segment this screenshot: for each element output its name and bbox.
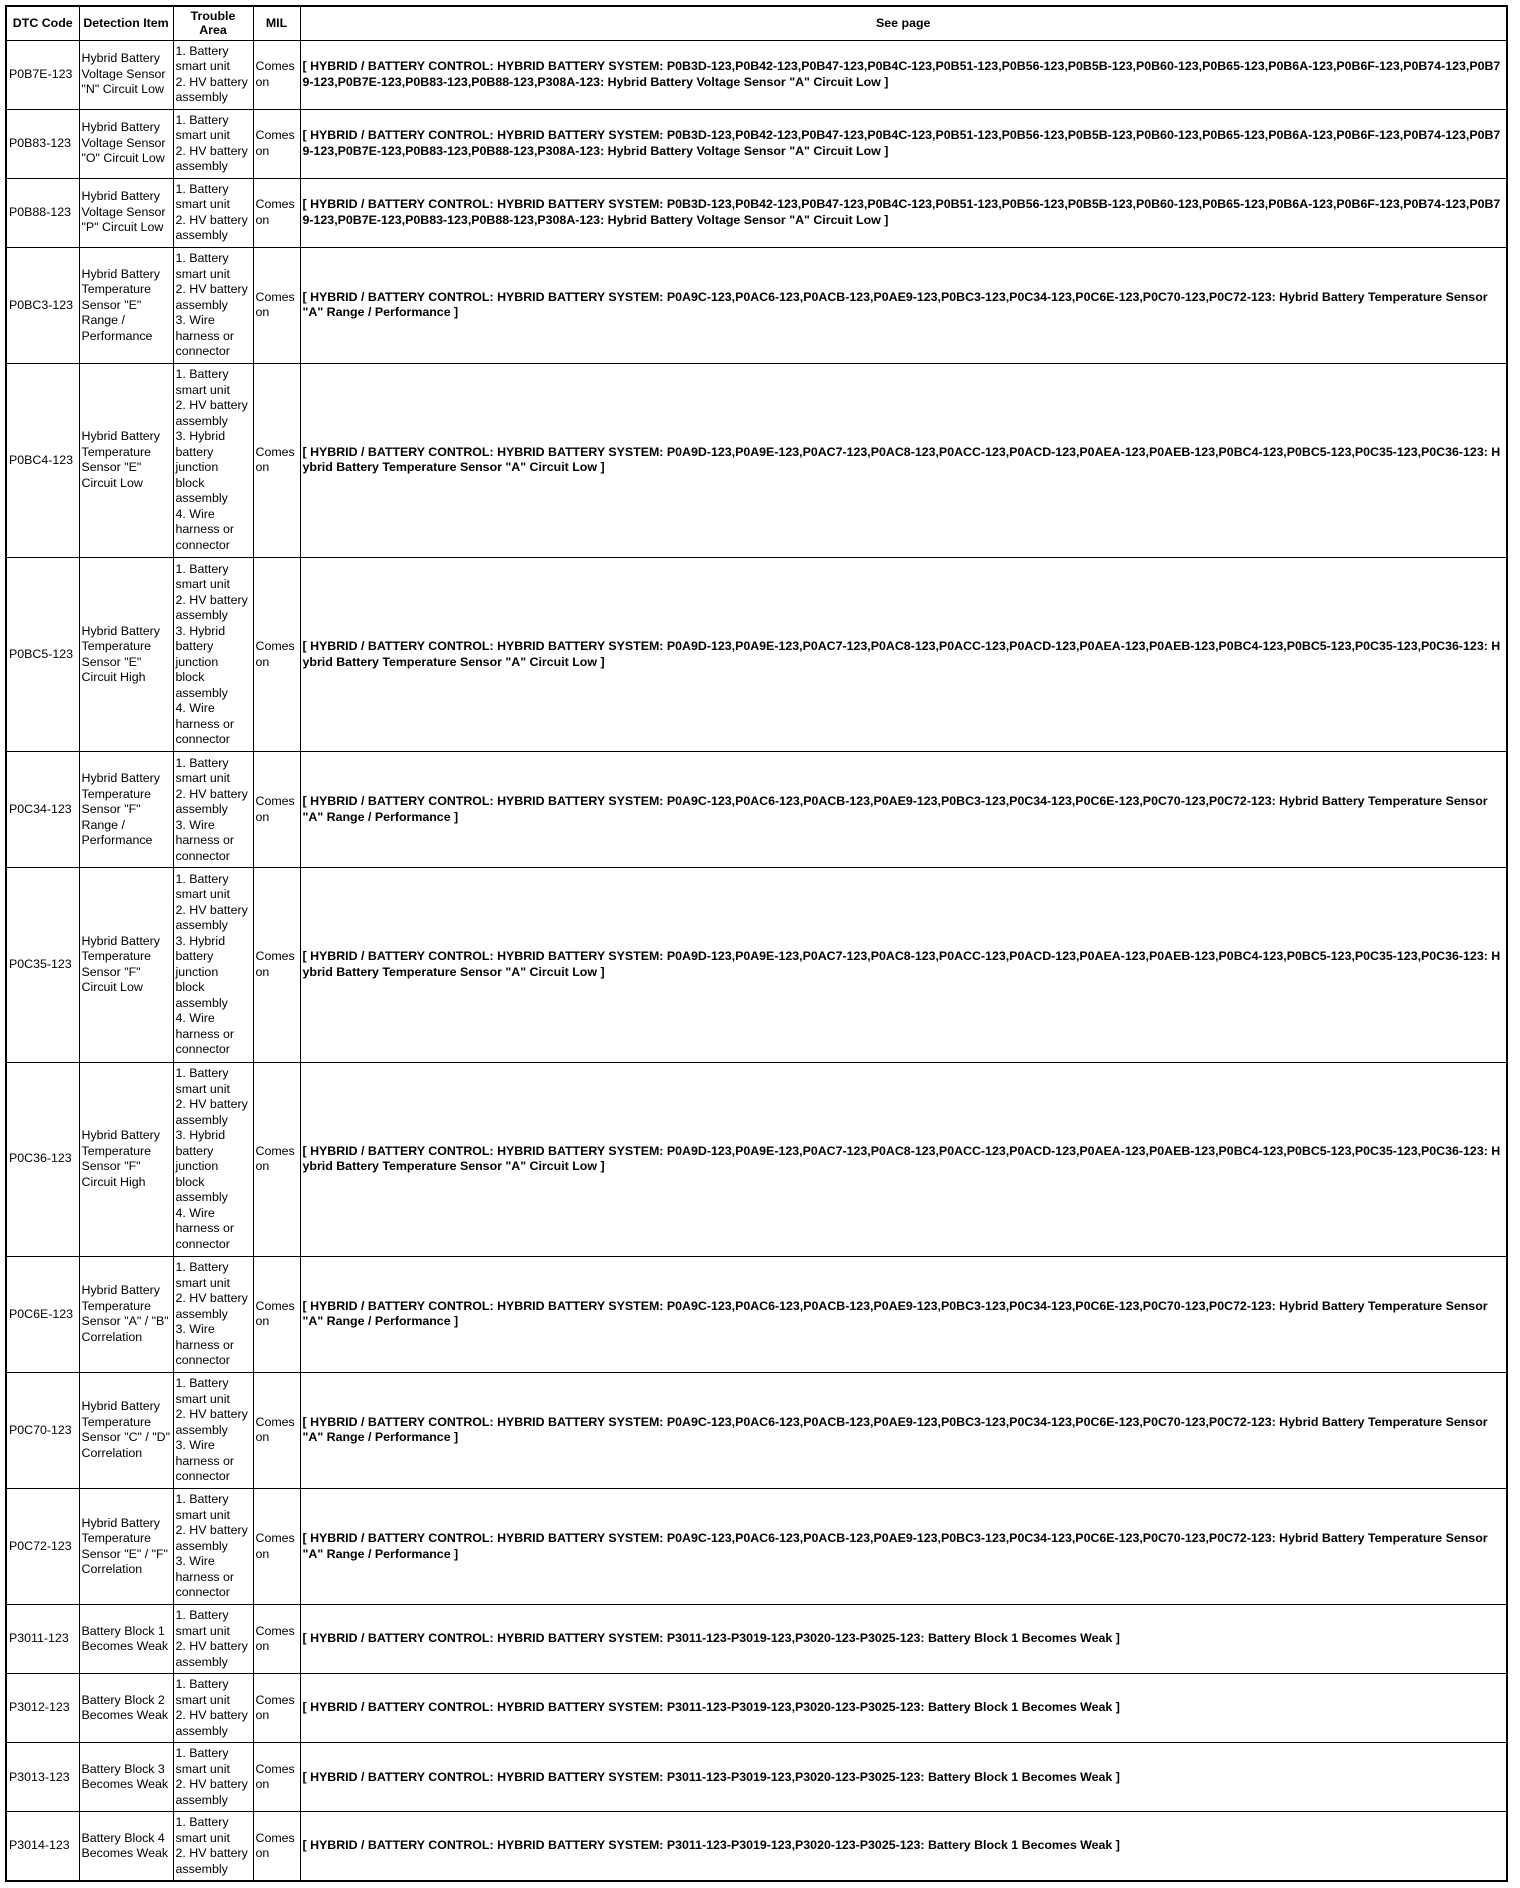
see-page-link[interactable]: [ HYBRID / BATTERY CONTROL: HYBRID BATTERY SYSTEM: P3011-123-P3019-123,P3020-123-P3025-123: Battery Block 1 Becomes Weak ] [300, 1674, 1507, 1743]
header-see-page: See page [300, 6, 1507, 40]
header-dtc-code: DTC Code [6, 6, 79, 40]
trouble-area-cell: 1. Battery smart unit 2. HV battery assembly [173, 178, 253, 247]
mil-cell: Comes on [253, 1674, 300, 1743]
see-page-link[interactable]: [ HYBRID / BATTERY CONTROL: HYBRID BATTERY SYSTEM: P0A9D-123,P0A9E-123,P0AC7-123,P0AC8-123,P0ACC-123,P0ACD-123,P0AEA-123,P0AEB-123,P0BC4-123,P0BC5-123,P0C35-123,P0C36-123: Hybrid Battery Temperature Sensor "A" Circuit Low ] [300, 558, 1507, 752]
see-page-link[interactable]: [ HYBRID / BATTERY CONTROL: HYBRID BATTERY SYSTEM: P0A9D-123,P0A9E-123,P0AC7-123,P0AC8-123,P0ACC-123,P0ACD-123,P0AEA-123,P0AEB-123,P0BC4-123,P0BC5-123,P0C35-123,P0C36-123: Hybrid Battery Temperature Sensor "A" Circuit Low ] [300, 868, 1507, 1062]
table-row [6, 1062, 1507, 1256]
table-row [6, 1489, 1507, 1605]
header-trouble-area: Trouble Area [173, 6, 253, 40]
mil-cell: Comes on [253, 178, 300, 247]
trouble-area-cell: 1. Battery smart unit 2. HV battery assembly 3. Hybrid battery junction block assembly 4. Wire harness or connector [173, 868, 253, 1062]
dtc-code-cell: P3014-123 [6, 1812, 79, 1881]
table-row [6, 1605, 1507, 1674]
see-page-link[interactable]: [ HYBRID / BATTERY CONTROL: HYBRID BATTERY SYSTEM: P0A9C-123,P0AC6-123,P0ACB-123,P0AE9-123,P0BC3-123,P0C34-123,P0C6E-123,P0C70-123,P0C72-123: Hybrid Battery Temperature Sensor "A" Range / Performance ] [300, 247, 1507, 363]
trouble-area-cell: 1. Battery smart unit 2. HV battery assembly 3. Hybrid battery junction block assembly 4. Wire harness or connector [173, 558, 253, 752]
see-page-link[interactable]: [ HYBRID / BATTERY CONTROL: HYBRID BATTERY SYSTEM: P0B3D-123,P0B42-123,P0B47-123,P0B4C-123,P0B51-123,P0B56-123,P0B5B-123,P0B60-123,P0B65-123,P0B6A-123,P0B6F-123,P0B74-123,P0B79-123,P0B7E-123,P0B83-123,P0B88-123,P308A-123: Hybrid Battery Voltage Sensor "A" Circuit Low ] [300, 109, 1507, 178]
dtc-code-cell: P0BC5-123 [6, 558, 79, 752]
detection-item-cell: Hybrid Battery Temperature Sensor "E" Circuit Low [79, 363, 173, 557]
dtc-code-cell: P0C36-123 [6, 1062, 79, 1256]
detection-item-cell: Hybrid Battery Voltage Sensor "P" Circuit Low [79, 178, 173, 247]
see-page-link[interactable]: [ HYBRID / BATTERY CONTROL: HYBRID BATTERY SYSTEM: P3011-123-P3019-123,P3020-123-P3025-123: Battery Block 1 Becomes Weak ] [300, 1812, 1507, 1881]
mil-cell: Comes on [253, 868, 300, 1062]
mil-cell: Comes on [253, 1256, 300, 1372]
mil-cell: Comes on [253, 752, 300, 868]
see-page-link[interactable]: [ HYBRID / BATTERY CONTROL: HYBRID BATTERY SYSTEM: P0A9C-123,P0AC6-123,P0ACB-123,P0AE9-123,P0BC3-123,P0C34-123,P0C6E-123,P0C70-123,P0C72-123: Hybrid Battery Temperature Sensor "A" Range / Performance ] [300, 1256, 1507, 1372]
table-row [6, 1812, 1507, 1881]
table-row [6, 1256, 1507, 1372]
table-body [6, 40, 1507, 1881]
trouble-area-cell: 1. Battery smart unit 2. HV battery assembly [173, 1812, 253, 1881]
see-page-link[interactable]: [ HYBRID / BATTERY CONTROL: HYBRID BATTERY SYSTEM: P0B3D-123,P0B42-123,P0B47-123,P0B4C-123,P0B51-123,P0B56-123,P0B5B-123,P0B60-123,P0B65-123,P0B6A-123,P0B6F-123,P0B74-123,P0B79-123,P0B7E-123,P0B83-123,P0B88-123,P308A-123: Hybrid Battery Voltage Sensor "A" Circuit Low ] [300, 40, 1507, 109]
dtc-code-cell: P3013-123 [6, 1743, 79, 1812]
see-page-link[interactable]: [ HYBRID / BATTERY CONTROL: HYBRID BATTERY SYSTEM: P3011-123-P3019-123,P3020-123-P3025-123: Battery Block 1 Becomes Weak ] [300, 1743, 1507, 1812]
table-row [6, 40, 1507, 109]
see-page-link[interactable]: [ HYBRID / BATTERY CONTROL: HYBRID BATTERY SYSTEM: P0A9D-123,P0A9E-123,P0AC7-123,P0AC8-123,P0ACC-123,P0ACD-123,P0AEA-123,P0AEB-123,P0BC4-123,P0BC5-123,P0C35-123,P0C36-123: Hybrid Battery Temperature Sensor "A" Circuit Low ] [300, 1062, 1507, 1256]
trouble-area-cell: 1. Battery smart unit 2. HV battery assembly 3. Wire harness or connector [173, 1372, 253, 1488]
trouble-area-cell: 1. Battery smart unit 2. HV battery assembly [173, 1605, 253, 1674]
dtc-code-cell: P0C34-123 [6, 752, 79, 868]
detection-item-cell: Hybrid Battery Temperature Sensor "E" Range / Performance [79, 247, 173, 363]
dtc-code-cell: P0C35-123 [6, 868, 79, 1062]
dtc-code-cell: P0C72-123 [6, 1489, 79, 1605]
dtc-code-cell: P0BC4-123 [6, 363, 79, 557]
detection-item-cell: Hybrid Battery Temperature Sensor "F" Circuit Low [79, 868, 173, 1062]
table-row [6, 558, 1507, 752]
detection-item-cell: Hybrid Battery Temperature Sensor "C" / "D" Correlation [79, 1372, 173, 1488]
dtc-code-cell: P0B83-123 [6, 109, 79, 178]
see-page-link[interactable]: [ HYBRID / BATTERY CONTROL: HYBRID BATTERY SYSTEM: P0A9C-123,P0AC6-123,P0ACB-123,P0AE9-123,P0BC3-123,P0C34-123,P0C6E-123,P0C70-123,P0C72-123: Hybrid Battery Temperature Sensor "A" Range / Performance ] [300, 1372, 1507, 1488]
trouble-area-cell: 1. Battery smart unit 2. HV battery assembly 3. Wire harness or connector [173, 247, 253, 363]
table-row [6, 109, 1507, 178]
trouble-area-cell: 1. Battery smart unit 2. HV battery assembly 3. Wire harness or connector [173, 752, 253, 868]
trouble-area-cell: 1. Battery smart unit 2. HV battery assembly [173, 40, 253, 109]
detection-item-cell: Hybrid Battery Temperature Sensor "E" Circuit High [79, 558, 173, 752]
trouble-area-cell: 1. Battery smart unit 2. HV battery assembly 3. Wire harness or connector [173, 1489, 253, 1605]
mil-cell: Comes on [253, 1605, 300, 1674]
see-page-link[interactable]: [ HYBRID / BATTERY CONTROL: HYBRID BATTERY SYSTEM: P0B3D-123,P0B42-123,P0B47-123,P0B4C-123,P0B51-123,P0B56-123,P0B5B-123,P0B60-123,P0B65-123,P0B6A-123,P0B6F-123,P0B74-123,P0B79-123,P0B7E-123,P0B83-123,P0B88-123,P308A-123: Hybrid Battery Voltage Sensor "A" Circuit Low ] [300, 178, 1507, 247]
mil-cell: Comes on [253, 558, 300, 752]
mil-cell: Comes on [253, 1743, 300, 1812]
table-row [6, 247, 1507, 363]
mil-cell: Comes on [253, 1062, 300, 1256]
mil-cell: Comes on [253, 40, 300, 109]
mil-cell: Comes on [253, 1372, 300, 1488]
table-header-row [6, 6, 1507, 40]
detection-item-cell: Battery Block 1 Becomes Weak [79, 1605, 173, 1674]
dtc-code-cell: P3012-123 [6, 1674, 79, 1743]
see-page-link[interactable]: [ HYBRID / BATTERY CONTROL: HYBRID BATTERY SYSTEM: P0A9D-123,P0A9E-123,P0AC7-123,P0AC8-123,P0ACC-123,P0ACD-123,P0AEA-123,P0AEB-123,P0BC4-123,P0BC5-123,P0C35-123,P0C36-123: Hybrid Battery Temperature Sensor "A" Circuit Low ] [300, 363, 1507, 557]
dtc-code-cell: P0BC3-123 [6, 247, 79, 363]
table-row [6, 1674, 1507, 1743]
detection-item-cell: Hybrid Battery Voltage Sensor "O" Circuit Low [79, 109, 173, 178]
detection-item-cell: Battery Block 2 Becomes Weak [79, 1674, 173, 1743]
header-mil: MIL [253, 6, 300, 40]
table-row [6, 178, 1507, 247]
table-row [6, 868, 1507, 1062]
trouble-area-cell: 1. Battery smart unit 2. HV battery assembly [173, 109, 253, 178]
table-row [6, 363, 1507, 557]
table-row [6, 1743, 1507, 1812]
trouble-area-cell: 1. Battery smart unit 2. HV battery assembly 3. Wire harness or connector [173, 1256, 253, 1372]
mil-cell: Comes on [253, 363, 300, 557]
dtc-code-cell: P3011-123 [6, 1605, 79, 1674]
see-page-link[interactable]: [ HYBRID / BATTERY CONTROL: HYBRID BATTERY SYSTEM: P0A9C-123,P0AC6-123,P0ACB-123,P0AE9-123,P0BC3-123,P0C34-123,P0C6E-123,P0C70-123,P0C72-123: Hybrid Battery Temperature Sensor "A" Range / Performance ] [300, 752, 1507, 868]
see-page-link[interactable]: [ HYBRID / BATTERY CONTROL: HYBRID BATTERY SYSTEM: P3011-123-P3019-123,P3020-123-P3025-123: Battery Block 1 Becomes Weak ] [300, 1605, 1507, 1674]
detection-item-cell: Hybrid Battery Temperature Sensor "A" / "B" Correlation [79, 1256, 173, 1372]
trouble-area-cell: 1. Battery smart unit 2. HV battery assembly [173, 1674, 253, 1743]
mil-cell: Comes on [253, 247, 300, 363]
trouble-area-cell: 1. Battery smart unit 2. HV battery assembly 3. Hybrid battery junction block assembly 4. Wire harness or connector [173, 363, 253, 557]
dtc-code-cell: P0C6E-123 [6, 1256, 79, 1372]
trouble-area-cell: 1. Battery smart unit 2. HV battery assembly [173, 1743, 253, 1812]
header-detection-item: Detection Item [79, 6, 173, 40]
dtc-table [5, 5, 1508, 1882]
dtc-code-cell: P0C70-123 [6, 1372, 79, 1488]
mil-cell: Comes on [253, 109, 300, 178]
detection-item-cell: Hybrid Battery Temperature Sensor "F" Circuit High [79, 1062, 173, 1256]
detection-item-cell: Hybrid Battery Temperature Sensor "E" / "F" Correlation [79, 1489, 173, 1605]
trouble-area-cell: 1. Battery smart unit 2. HV battery assembly 3. Hybrid battery junction block assembly 4. Wire harness or connector [173, 1062, 253, 1256]
detection-item-cell: Hybrid Battery Temperature Sensor "F" Range / Performance [79, 752, 173, 868]
dtc-code-cell: P0B88-123 [6, 178, 79, 247]
detection-item-cell: Battery Block 3 Becomes Weak [79, 1743, 173, 1812]
detection-item-cell: Hybrid Battery Voltage Sensor "N" Circuit Low [79, 40, 173, 109]
see-page-link[interactable]: [ HYBRID / BATTERY CONTROL: HYBRID BATTERY SYSTEM: P0A9C-123,P0AC6-123,P0ACB-123,P0AE9-123,P0BC3-123,P0C34-123,P0C6E-123,P0C70-123,P0C72-123: Hybrid Battery Temperature Sensor "A" Range / Performance ] [300, 1489, 1507, 1605]
dtc-code-cell: P0B7E-123 [6, 40, 79, 109]
table-row [6, 752, 1507, 868]
mil-cell: Comes on [253, 1489, 300, 1605]
table-row [6, 1372, 1507, 1488]
mil-cell: Comes on [253, 1812, 300, 1881]
detection-item-cell: Battery Block 4 Becomes Weak [79, 1812, 173, 1881]
